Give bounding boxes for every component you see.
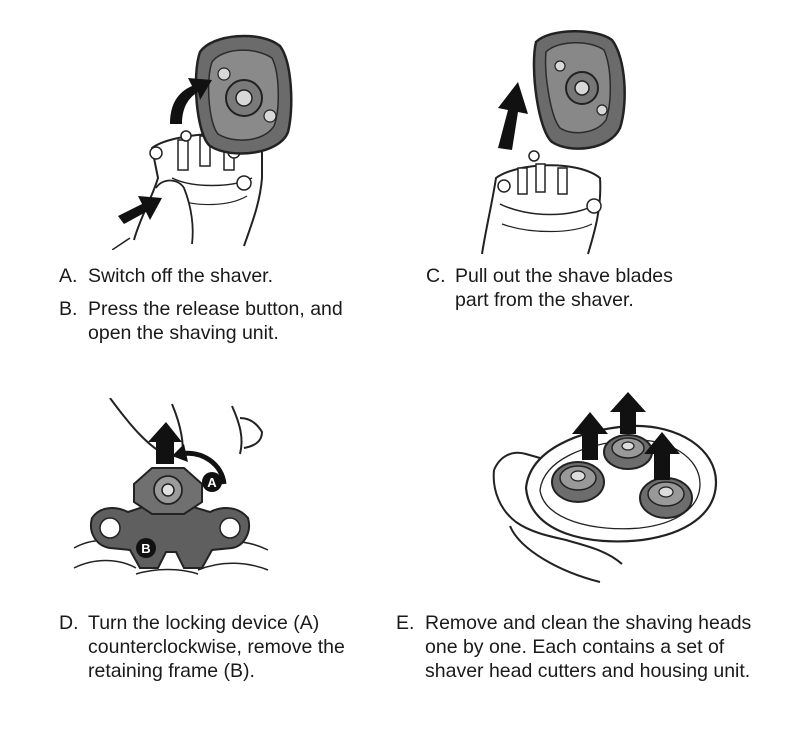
illustration-remove-heads <box>490 390 722 590</box>
step-b <box>59 297 379 345</box>
step-a <box>59 264 379 288</box>
shaving-head <box>552 462 604 502</box>
step-text: Switch off the shaver. <box>88 265 273 287</box>
step-text: Remove and clean the shaving heads one by one. Each contains a set of shaver head cutters and housing unit. <box>425 612 752 682</box>
step-d <box>59 611 389 683</box>
step-e <box>396 611 756 683</box>
step-letter: C. <box>426 265 446 287</box>
shaving-head <box>640 478 692 518</box>
step-text: Turn the locking device (A) counterclockwise, remove the retaining frame (B). <box>88 612 345 682</box>
caption-step-c <box>426 264 746 321</box>
caption-step-e <box>396 611 756 692</box>
caption-step-d <box>59 611 389 692</box>
shaving-head <box>604 435 652 469</box>
arrow-up-icon <box>498 82 528 150</box>
step-text: Pull out the shave blades part from the shaver. <box>455 265 673 311</box>
step-letter: E. <box>396 612 415 634</box>
illustration-open-shaving-unit <box>112 28 312 250</box>
illustration-pull-out-blades <box>478 28 638 256</box>
caption-steps-a-b <box>59 264 379 354</box>
illustration-locking-device <box>72 398 272 588</box>
step-letter: B. <box>59 298 78 320</box>
step-text: Press the release button, and open the shaving unit. <box>88 298 343 344</box>
step-letter: A. <box>59 265 78 287</box>
callout-a-label: A <box>207 475 217 490</box>
step-c <box>426 264 746 312</box>
step-letter: D. <box>59 612 79 634</box>
callout-b-label: B <box>141 541 151 556</box>
